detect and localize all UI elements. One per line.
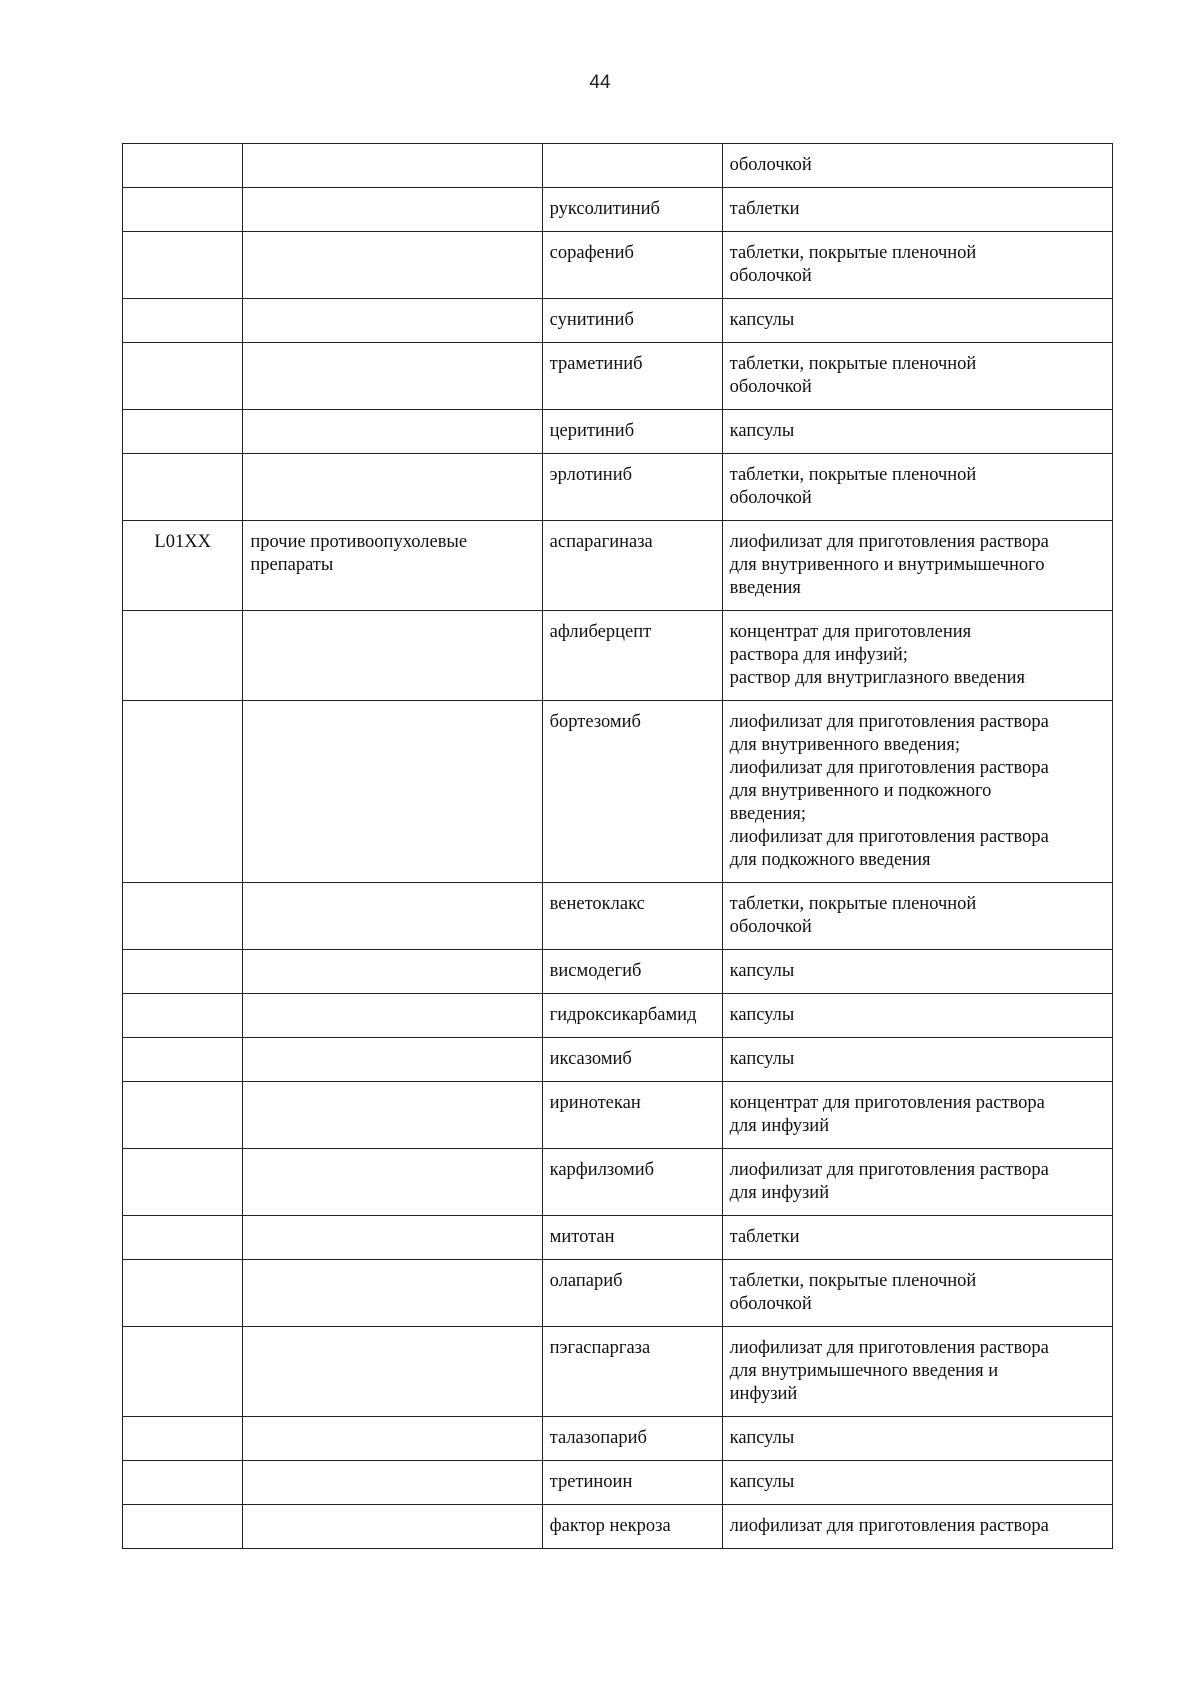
dosage-form-cell-line: капсулы (729, 1472, 795, 1492)
table-body (123, 144, 1113, 1549)
atc-code-cell (123, 1461, 243, 1505)
table-row (123, 1038, 1113, 1082)
drug-name-cell: венетоклакс (542, 883, 722, 950)
dosage-form-cell-line: введения (729, 578, 801, 598)
drug-name-cell: сорафениб (542, 232, 722, 299)
dosage-form-cell-line: для внутривенного и внутримышечного (729, 555, 1045, 575)
atc-code-cell (123, 1327, 243, 1417)
atc-code-cell (123, 410, 243, 454)
table-row (123, 188, 1113, 232)
drug-name-cell: иринотекан (542, 1082, 722, 1149)
dosage-form-cell-line: оболочкой (729, 266, 812, 286)
group-name-cell (243, 1038, 542, 1082)
dosage-form-cell-line: инфузий (729, 1384, 798, 1404)
table-row (123, 950, 1113, 994)
table-row (123, 144, 1113, 188)
dosage-form-cell-line: для внутримышечного введения и (729, 1361, 999, 1381)
dosage-form-cell-line: для внутривенного введения; (729, 735, 961, 755)
atc-code-cell (123, 950, 243, 994)
table-row (123, 883, 1113, 950)
dosage-form-cell (722, 1149, 1112, 1216)
drug-name-cell: эрлотиниб (542, 454, 722, 521)
atc-code-cell (123, 454, 243, 521)
table-row (123, 1082, 1113, 1149)
drug-name-cell: третиноин (542, 1461, 722, 1505)
group-name-cell (243, 144, 542, 188)
group-name-cell (243, 1149, 542, 1216)
table-row (123, 521, 1113, 611)
dosage-form-cell (722, 701, 1112, 883)
group-name-cell (243, 1505, 542, 1549)
atc-code-cell (123, 883, 243, 950)
dosage-form-cell (722, 144, 1112, 188)
dosage-form-cell-line: лиофилизат для приготовления раствора (729, 827, 1049, 847)
dosage-form-cell-line: капсулы (729, 1428, 795, 1448)
table-row (123, 232, 1113, 299)
dosage-form-cell-line: таблетки, покрытые пленочной (729, 894, 977, 914)
dosage-form-cell (722, 1038, 1112, 1082)
drug-name-cell: траметиниб (542, 343, 722, 410)
drug-name-cell: сунитиниб (542, 299, 722, 343)
dosage-form-cell (722, 232, 1112, 299)
dosage-form-cell-line: лиофилизат для приготовления раствора (729, 1338, 1049, 1358)
dosage-form-cell-line: оболочкой (729, 917, 812, 937)
group-name-cell (243, 343, 542, 410)
table-row (123, 1461, 1113, 1505)
atc-code-cell (123, 188, 243, 232)
drug-name-cell: гидроксикарбамид (542, 994, 722, 1038)
dosage-form-cell (722, 1082, 1112, 1149)
atc-code-cell: L01XX (123, 521, 243, 611)
dosage-form-cell-line: оболочкой (729, 377, 812, 397)
dosage-form-cell-line: оболочкой (729, 488, 812, 508)
dosage-form-cell (722, 1461, 1112, 1505)
table-row (123, 410, 1113, 454)
dosage-form-cell (722, 611, 1112, 701)
dosage-form-cell-line: оболочкой (729, 155, 812, 175)
dosage-form-cell-line: капсулы (729, 1049, 795, 1069)
group-name-cell (243, 1082, 542, 1149)
table-row (123, 1260, 1113, 1327)
dosage-form-cell (722, 454, 1112, 521)
dosage-form-cell-line: введения; (729, 804, 807, 824)
group-name-cell (243, 410, 542, 454)
dosage-form-cell-line: лиофилизат для приготовления раствора (729, 1516, 1049, 1536)
atc-code-cell (123, 1082, 243, 1149)
atc-code-cell (123, 701, 243, 883)
dosage-form-cell-line: таблетки, покрытые пленочной (729, 354, 977, 374)
drug-name-cell: церитиниб (542, 410, 722, 454)
dosage-form-cell (722, 343, 1112, 410)
dosage-form-cell-line: таблетки (729, 1227, 800, 1247)
dosage-form-cell-line: капсулы (729, 310, 795, 330)
dosage-form-cell-line: оболочкой (729, 1294, 812, 1314)
group-name-cell (243, 188, 542, 232)
dosage-form-cell-line: капсулы (729, 961, 795, 981)
drug-name-cell: олапариб (542, 1260, 722, 1327)
table-row (123, 1149, 1113, 1216)
table-row (123, 299, 1113, 343)
dosage-form-cell-line: таблетки (729, 199, 800, 219)
group-name-cell (243, 299, 542, 343)
dosage-form-cell-line: раствор для внутриглазного введения (729, 668, 1026, 688)
dosage-form-cell-line: капсулы (729, 421, 795, 441)
table-row (123, 611, 1113, 701)
group-name-cell-line: прочие противоопухолевые (250, 532, 468, 552)
atc-code-cell (123, 299, 243, 343)
table-row (123, 1327, 1113, 1417)
atc-code-cell (123, 1260, 243, 1327)
atc-code-cell (123, 343, 243, 410)
dosage-form-cell-line: для внутривенного и подкожного (729, 781, 992, 801)
dosage-form-cell (722, 1505, 1112, 1549)
dosage-form-cell-line: для инфузий (729, 1183, 830, 1203)
dosage-form-cell-line: концентрат для приготовления раствора (729, 1093, 1045, 1113)
group-name-cell (243, 994, 542, 1038)
group-name-cell (243, 232, 542, 299)
atc-code-cell (123, 1038, 243, 1082)
drug-name-cell: афлиберцепт (542, 611, 722, 701)
atc-code-cell (123, 232, 243, 299)
dosage-form-cell (722, 410, 1112, 454)
dosage-form-cell-line: лиофилизат для приготовления раствора (729, 1160, 1049, 1180)
drug-name-cell: карфилзомиб (542, 1149, 722, 1216)
atc-code-cell (123, 994, 243, 1038)
group-name-cell (243, 454, 542, 521)
dosage-form-cell-line: таблетки, покрытые пленочной (729, 465, 977, 485)
group-name-cell (243, 1461, 542, 1505)
table-row (123, 701, 1113, 883)
dosage-form-cell (722, 1260, 1112, 1327)
dosage-form-cell-line: таблетки, покрытые пленочной (729, 1271, 977, 1291)
dosage-form-cell (722, 299, 1112, 343)
table-row (123, 1216, 1113, 1260)
table-row (123, 1505, 1113, 1549)
group-name-cell (243, 611, 542, 701)
group-name-cell (243, 1260, 542, 1327)
dosage-form-cell (722, 1417, 1112, 1461)
page-number: 44 (589, 72, 611, 93)
group-name-cell-line: препараты (250, 555, 334, 575)
group-name-cell (243, 701, 542, 883)
dosage-form-cell (722, 950, 1112, 994)
atc-code-cell (123, 611, 243, 701)
dosage-form-cell-line: концентрат для приготовления (729, 622, 972, 642)
dosage-form-cell-line: капсулы (729, 1005, 795, 1025)
drug-name-cell: талазопариб (542, 1417, 722, 1461)
drug-name-cell: митотан (542, 1216, 722, 1260)
group-name-cell (243, 1327, 542, 1417)
atc-code-cell (123, 1417, 243, 1461)
dosage-form-cell (722, 521, 1112, 611)
dosage-form-cell (722, 188, 1112, 232)
drug-name-cell: аспарагиназа (542, 521, 722, 611)
group-name-cell (243, 950, 542, 994)
drug-name-cell: руксолитиниб (542, 188, 722, 232)
drug-name-cell: висмодегиб (542, 950, 722, 994)
atc-code-cell (123, 1216, 243, 1260)
dosage-form-cell (722, 1216, 1112, 1260)
group-name-cell (243, 883, 542, 950)
drug-name-cell: бортезомиб (542, 701, 722, 883)
group-name-cell (243, 1216, 542, 1260)
dosage-form-cell-line: раствора для инфузий; (729, 645, 908, 665)
dosage-form-cell (722, 1327, 1112, 1417)
dosage-form-cell-line: лиофилизат для приготовления раствора (729, 758, 1049, 778)
drug-name-cell: фактор некроза (542, 1505, 722, 1549)
drug-name-cell: иксазомиб (542, 1038, 722, 1082)
group-name-cell (243, 1417, 542, 1461)
table-row (123, 994, 1113, 1038)
atc-code-cell (123, 1505, 243, 1549)
dosage-form-cell-line: для подкожного введения (729, 850, 931, 870)
drug-name-cell (542, 144, 722, 188)
atc-code-cell (123, 1149, 243, 1216)
dosage-form-cell-line: таблетки, покрытые пленочной (729, 243, 977, 263)
table-row (123, 454, 1113, 521)
table-row (123, 343, 1113, 410)
group-name-cell (243, 521, 542, 611)
dosage-form-cell (722, 883, 1112, 950)
atc-code-cell (123, 144, 243, 188)
dosage-form-cell-line: для инфузий (729, 1116, 830, 1136)
dosage-form-cell-line: лиофилизат для приготовления раствора (729, 712, 1049, 732)
table-row (123, 1417, 1113, 1461)
drug-name-cell: пэгаспаргаза (542, 1327, 722, 1417)
dosage-form-cell (722, 994, 1112, 1038)
dosage-form-cell-line: лиофилизат для приготовления раствора (729, 532, 1049, 552)
drug-table (122, 143, 1113, 1549)
